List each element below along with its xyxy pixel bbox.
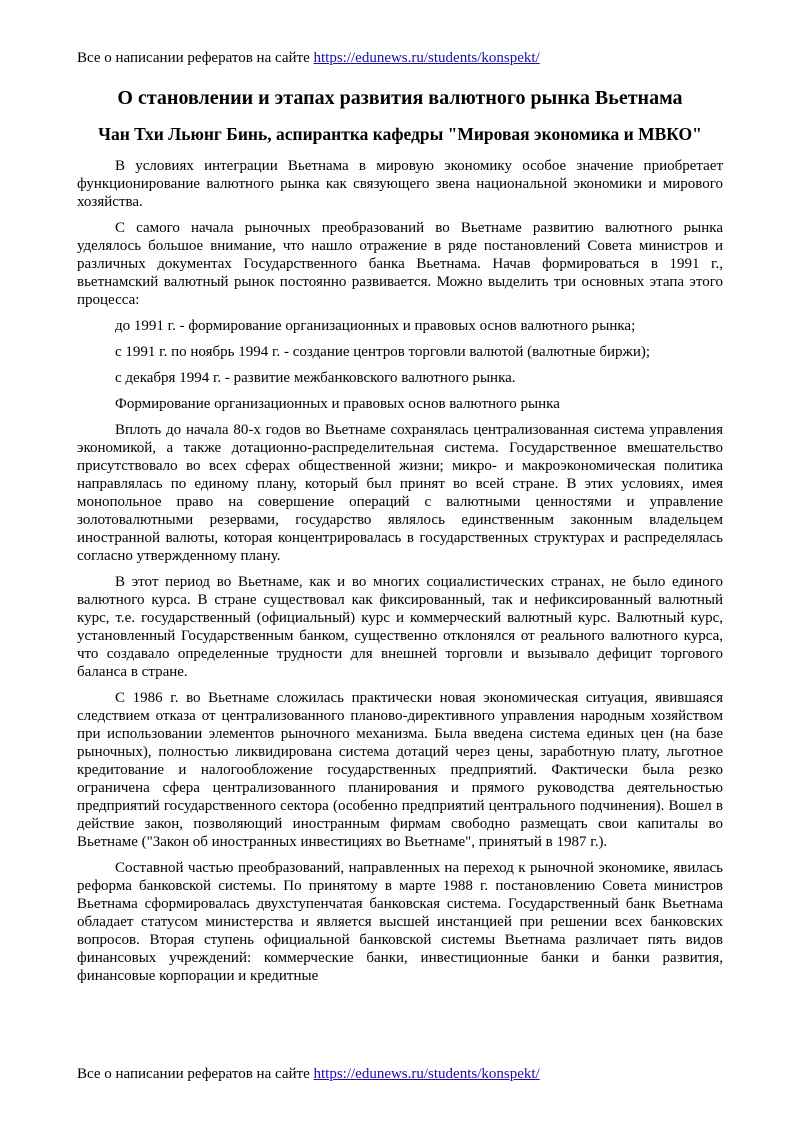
footer-text: Все о написании рефератов на сайте [77, 1066, 314, 1082]
stage-item: до 1991 г. - формирование организационных и правовых основ валютного рынка; [115, 318, 636, 334]
paragraph: В этот период во Вьетнаме, как и во многих социалистических странах, не было единого валютного курса. В стране существовал как фиксированный, так и нефиксированный валютный курс, т.е. государственный (официальный) курс и коммерческий валютный курс. Валютный курс, установленный Государственным банком, существенно отклонялся от реального валютного курса, что создавало определенные трудности для внешней торговли и вызывало дефицит торгового баланса в стране. [77, 574, 723, 680]
page-header [77, 49, 540, 67]
stage-item: с декабря 1994 г. - развитие межбанковского валютного рынка. [115, 370, 516, 386]
header-text: Все о написании рефератов на сайте [77, 50, 314, 66]
paragraph: С самого начала рыночных преобразований во Вьетнаме развитию валютного рынка уделялось большое внимание, что нашло отражение в ряде постановлений Совета министров и различных документах Государственного банка Вьетнама. Начав формироваться в 1991 г., вьетнамский валютный рынок постоянно развивается. Можно выделить три основных этапа этого процесса: [77, 220, 723, 308]
header-link[interactable]: https://edunews.ru/students/konspekt/ [313, 50, 540, 66]
paragraph: Составной частью преобразований, направленных на переход к рыночной экономике, явилась реформа банковской системы. По принятому в марте 1988 г. постановлению Совета министров Вьетнама сформировалась двухступенчатая банковская система. Государственный банк Вьетнама обладает статусом министерства и является высшей инстанцией при решении всех банковских вопросов. Вторая ступень официальной банковской системы Вьетнама различает пять видов финансовых учреждений: коммерческие банки, инвестиционные банки и банки развития, финансовые корпорации и кредитные [77, 860, 723, 984]
paragraph: Вплоть до начала 80-х годов во Вьетнаме сохранялась централизованная система управления экономикой, а также дотационно-распределительная система. Государственное вмешательство присутствовало во всех сферах общественной жизни; микро- и макроэкономическая политика направлялась по единому плану, который был принят во всей стране. В этих условиях, имея монопольное право на совершение операций с валютными ценностями и управление золотовалютными резервами, государство являлось единственным законным владельцем иностранной валюты, которая концентрировалась в государственных структурах и распределялась согласно утвержденному плану. [77, 422, 723, 564]
section-heading: Формирование организационных и правовых основ валютного рынка [115, 396, 560, 412]
footer-link[interactable]: https://edunews.ru/students/konspekt/ [313, 1066, 540, 1082]
page-footer [77, 1065, 540, 1083]
document-subtitle: Чан Тхи Льюнг Бинь, аспирантка кафедры "Мировая экономика и МВКО" [98, 124, 702, 144]
document-body [77, 86, 723, 993]
stage-item: с 1991 г. по ноябрь 1994 г. - создание центров торговли валютой (валютные биржи); [115, 344, 651, 360]
paragraph: С 1986 г. во Вьетнаме сложилась практически новая экономическая ситуация, явившаяся следствием отказа от централизованного планово-директивного управления народным хозяйством при использовании элементов рыночного механизма. Была введена система единых цен (на базе рыночных), полностью ликвидирована система дотаций через цены, заработную плату, льготное кредитование и налогообложение государственных предприятий. Фактически была резко ограничена сфера централизованного планирования и прямого руководства деятельностью предприятий государственного сектора (особенно предприятий центрального подчинения). Вошел в действие закон, позволяющий иностранным фирмам свободно размещать свои капиталы во Вьетнаме ("Закон об иностранных инвестициях во Вьетнаме", принятый в 1987 г.). [77, 690, 723, 850]
document-title: О становлении и этапах развития валютного рынка Вьетнама [117, 87, 683, 109]
paragraph: В условиях интеграции Вьетнама в мировую экономику особое значение приобретает функционирование валютного рынка как связующего звена национальной экономики и мирового хозяйства. [77, 158, 723, 210]
